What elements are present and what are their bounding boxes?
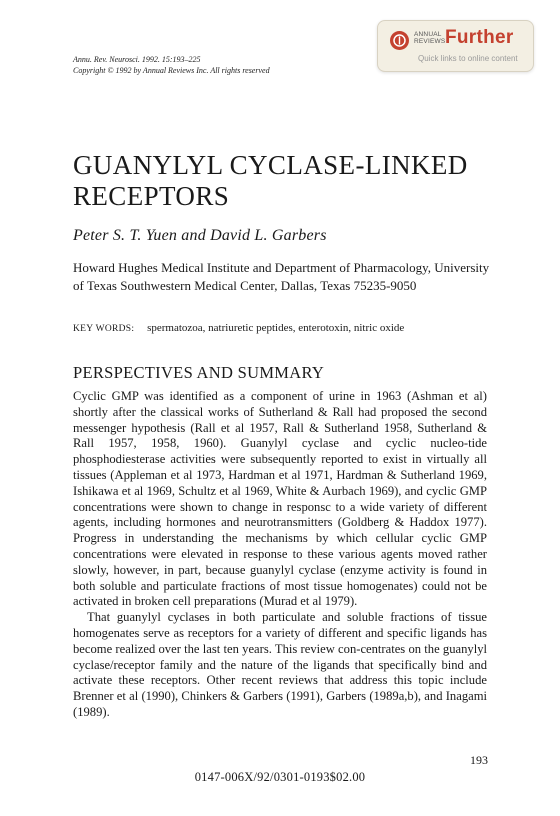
article-code: 0147-006X/92/0301-0193$02.00 bbox=[194, 770, 366, 784]
keywords-list: spermatozoa, natriuretic peptides, enterotoxin, nitric oxide bbox=[147, 322, 405, 334]
article-title: GUANYLYL CYCLASE-LINKED RECEPTORS bbox=[73, 150, 468, 211]
journal-reference bbox=[73, 54, 270, 76]
further-wordmark: Further bbox=[445, 27, 514, 48]
keywords-label: KEY WORDS: bbox=[73, 324, 135, 334]
further-links-badge[interactable] bbox=[377, 20, 534, 72]
body-paragraph: Cyclic GMP was identified as a component of urine in 1963 (Ashman et al) shortly after the classical works of Sutherland & Rall had proposed the second messenger hypothesis (Rall et al 1957, Rall & Sutherland 1958, Sutherland & Rall 1957, 1958, 1960). Guanylyl cyclase and cyclic nucleo-tide phosphodiesterase activities were subsequently reported to exist in virtually all tissues (Appleman et al 1973, Hardman et al 1971, Hardman & Sutherland 1969, Ishikawa et al 1969, Schultz et al 1969, White & Aurbach 1969), and cyclic GMP concentrations were shown to change in responsc to a wide variety of different agents, including hormones and neurotransmitters (Goldberg & Haddox 1977). Progress in understanding the mechanisms by which cellular cyclic GMP concentrations were elevated in response to these various agents moved rather slowly, however, in part, because guanylyl cyclase (enzyme activity is found in both soluble and particulate fractions of most tissue homogenates) could not be activated in broken cell preparations (Murad et al 1979). bbox=[73, 389, 487, 609]
further-tagline: Quick links to online content bbox=[418, 54, 518, 63]
section-body bbox=[73, 389, 487, 721]
body-paragraph: That guanylyl cyclases in both particulate and soluble fractions of tissue homogenates serve as receptors for a variety of different and specific ligands has become realized over the last ten years. This review con-centrates on the guanylyl cyclase/receptor family and the nature of the ligands that specifically bind and activate these receptors. Other recent reviews that address this topic include Brenner et al (1990), Chinkers & Garbers (1991), Garbers (1989a,b), and Inagami (1989). bbox=[73, 610, 487, 719]
author-affiliation: Howard Hughes Medical Institute and Department of Pharmacology, University of Texas Southwestern Medical Center, Dallas, Texas 75235-9050 bbox=[73, 260, 490, 293]
article-authors: Peter S. T. Yuen and David L. Garbers bbox=[73, 227, 327, 244]
keywords-line bbox=[73, 322, 404, 334]
journal-citation: Annu. Rev. Neurosci. 1992. 15:193–225 bbox=[73, 55, 201, 64]
annual-reviews-wordmark: ANNUAL REVIEWS bbox=[414, 31, 446, 45]
section-heading: PERSPECTIVES AND SUMMARY bbox=[73, 363, 325, 382]
page-number: 193 bbox=[470, 753, 488, 767]
journal-copyright: Copyright © 1992 by Annual Reviews Inc. All rights reserved bbox=[73, 66, 270, 75]
annual-reviews-logo-icon bbox=[390, 31, 409, 50]
